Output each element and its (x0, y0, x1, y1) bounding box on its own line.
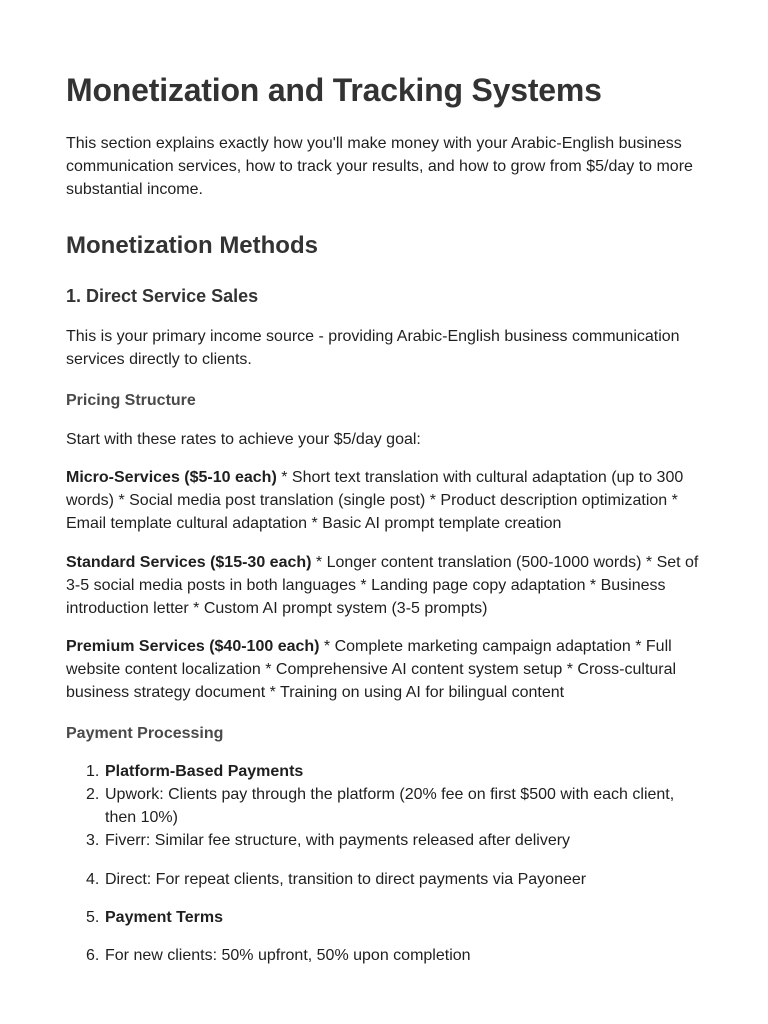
tier-micro (66, 466, 706, 535)
list-number: 3. (86, 832, 100, 849)
subsection-heading: 1. Direct Service Sales (66, 286, 259, 306)
list-item (66, 944, 706, 967)
payment-list (66, 760, 706, 967)
list-item-text: Direct: For repeat clients, transition to direct payments via Payoneer (105, 871, 587, 888)
tier-premium-label: Premium Services ($40-100 each) (66, 638, 320, 655)
list-item (66, 829, 706, 852)
section-heading: Monetization Methods (66, 232, 318, 259)
tier-standard-text: * Longer content translation (500-1000 words) * Set of 3-5 social media posts in both languages * Landing page copy adaptation * Business introduction letter * Custom AI prompt system (3-5 prompts) (66, 554, 699, 617)
tier-premium (66, 635, 706, 704)
subsection-intro: This is your primary income source - providing Arabic-English business communication services directly to clients. (66, 328, 680, 368)
tier-micro-text: * Short text translation with cultural adaptation (up to 300 words) * Social media post translation (single post) * Product description optimization * Email template cultural adaptation * Basic AI prompt template creation (66, 469, 684, 532)
tier-standard-label: Standard Services ($15-30 each) (66, 554, 312, 571)
list-item-text: For new clients: 50% upfront, 50% upon completion (105, 947, 471, 964)
page-title: Monetization and Tracking Systems (66, 72, 602, 108)
list-number: 6. (86, 947, 100, 964)
list-item-text: Platform-Based Payments (105, 763, 304, 780)
list-item-text: Upwork: Clients pay through the platform (20% fee on first $500 with each client, then 10%) (105, 786, 675, 826)
list-item (66, 783, 706, 829)
list-item (66, 760, 706, 783)
list-item-text: Fiverr: Similar fee structure, with payments released after delivery (105, 832, 571, 849)
payment-heading: Payment Processing (66, 725, 224, 742)
tier-standard (66, 551, 706, 620)
pricing-heading: Pricing Structure (66, 392, 196, 409)
tier-premium-text: * Complete marketing campaign adaptation * Full website content localization * Comprehensive AI content system setup * Cross-cultural business strategy document * Training on using AI for bilingual content (66, 638, 677, 701)
list-number: 5. (86, 909, 100, 926)
intro-paragraph: This section explains exactly how you'll make money with your Arabic-English business communication services, how to track your results, and how to grow from $5/day to more substantial income. (66, 135, 693, 198)
list-number: 4. (86, 871, 100, 888)
list-item (66, 906, 706, 929)
tier-micro-label: Micro-Services ($5-10 each) (66, 469, 277, 486)
list-item (66, 868, 706, 891)
pricing-intro: Start with these rates to achieve your $5/day goal: (66, 431, 421, 448)
list-number: 2. (86, 786, 100, 803)
list-number: 1. (86, 763, 100, 780)
list-item-text: Payment Terms (105, 909, 223, 926)
